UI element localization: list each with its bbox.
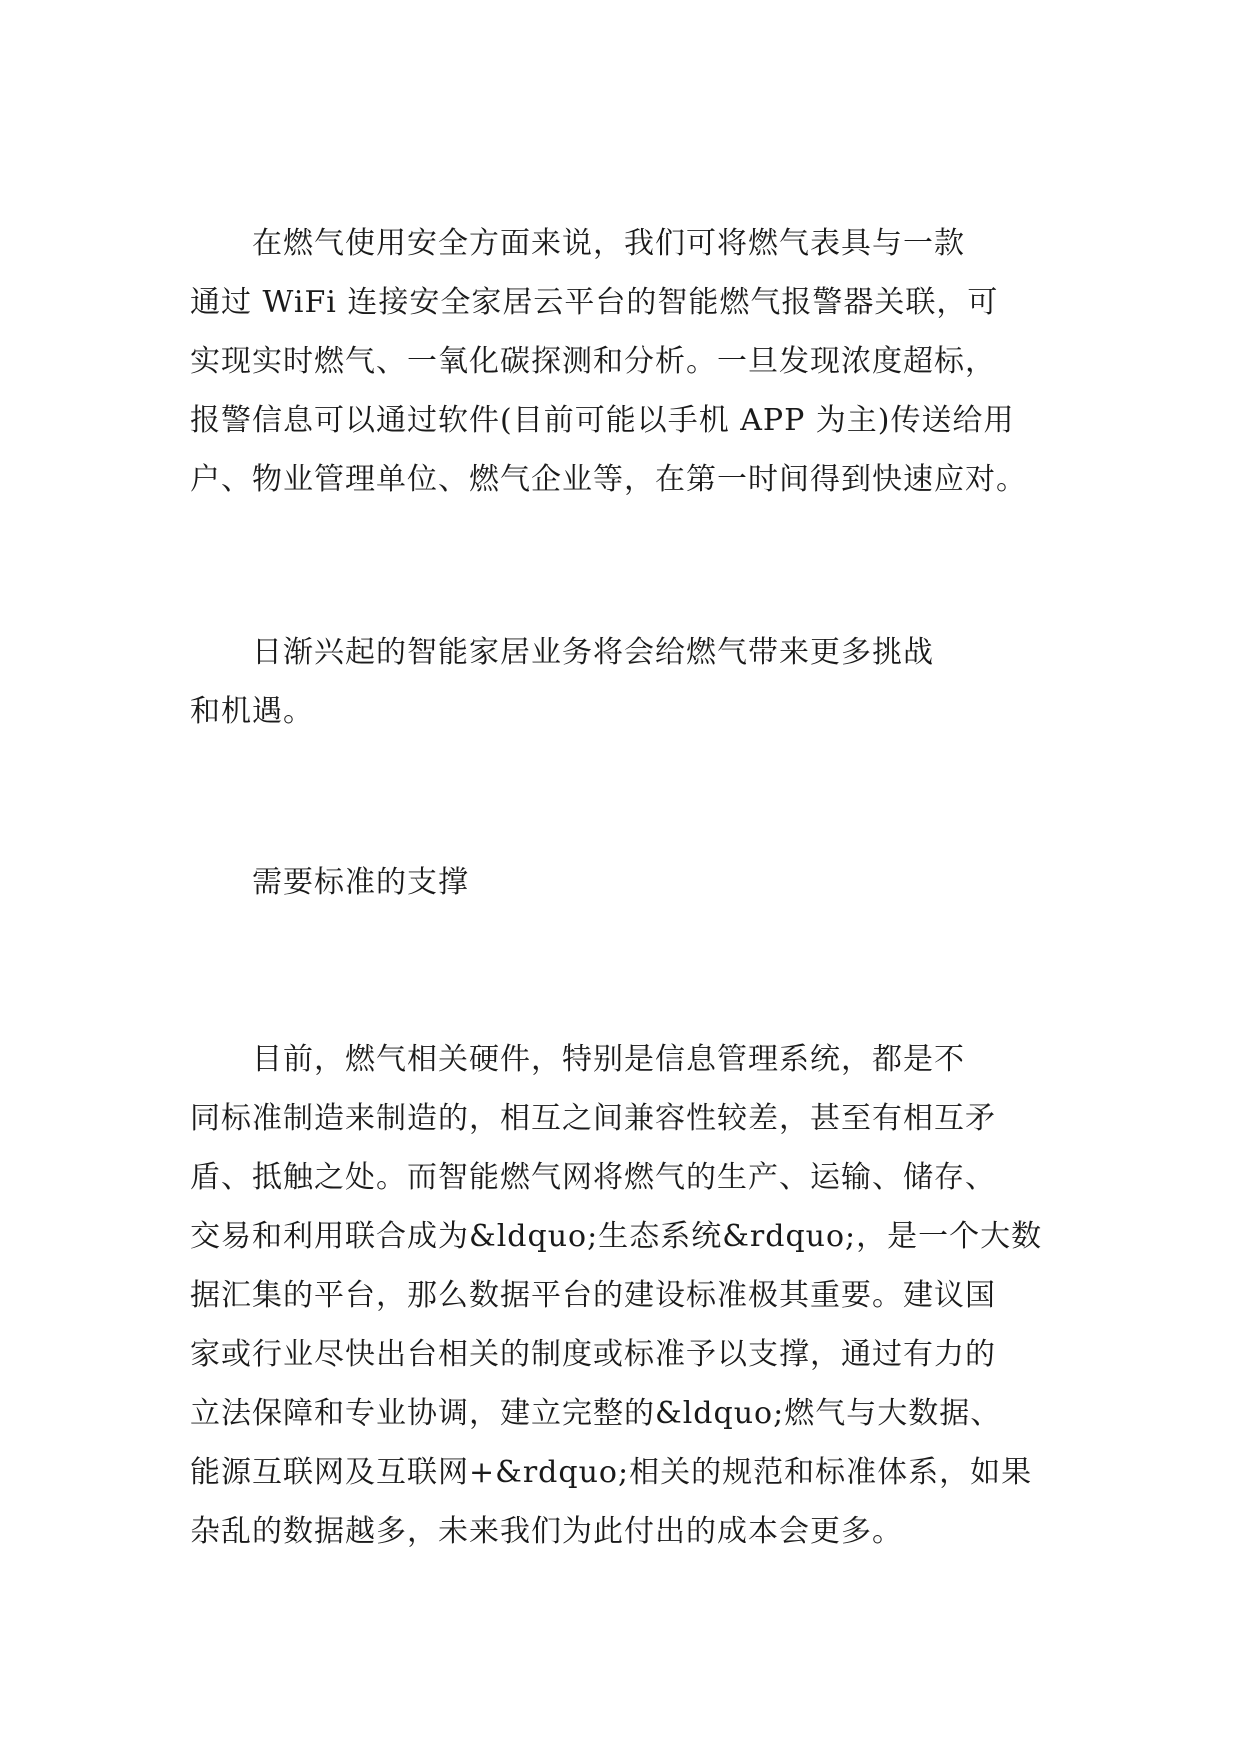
text-line: 报警信息可以通过软件(目前可能以手机 APP 为主)传送给用: [190, 403, 1015, 438]
text-line: 户、物业管理单位、燃气企业等，在第一时间得到快速应对。: [190, 462, 1027, 497]
text-line: 能源互联网及互联网+&rdquo;相关的规范和标准体系，如果: [190, 1455, 1033, 1490]
text-line: 据汇集的平台，那么数据平台的建设标准极其重要。建议国: [190, 1278, 996, 1313]
text-line: 在燃气使用安全方面来说，我们可将燃气表具与一款: [190, 226, 965, 261]
text-line: 日渐兴起的智能家居业务将会给燃气带来更多挑战: [190, 635, 934, 670]
text-line: 同标准制造来制造的，相互之间兼容性较差，甚至有相互矛: [190, 1101, 996, 1136]
section-heading: [190, 853, 1070, 912]
text-line: 立法保障和专业协调，建立完整的&ldquo;燃气与大数据、: [190, 1396, 1002, 1431]
heading-text: 需要标准的支撑: [190, 865, 469, 900]
text-line: 家或行业尽快出台相关的制度或标准予以支撑，通过有力的: [190, 1337, 996, 1372]
paragraph-standards: [190, 1030, 1070, 1561]
text-line: 目前，燃气相关硬件，特别是信息管理系统，都是不: [190, 1042, 965, 1077]
text-line: 交易和利用联合成为&ldquo;生态系统&rdquo;，是一个大数: [190, 1219, 1043, 1254]
text-line: 实现实时燃气、一氧化碳探测和分析。一旦发现浓度超标，: [190, 344, 996, 379]
paragraph-smart-home: [190, 623, 1070, 741]
paragraph-gas-safety: [190, 214, 1070, 509]
text-line: 和机遇。: [190, 694, 314, 729]
text-line: 通过 WiFi 连接安全家居云平台的智能燃气报警器关联，可: [190, 285, 999, 320]
text-line: 杂乱的数据越多，未来我们为此付出的成本会更多。: [190, 1514, 903, 1549]
text-line: 盾、抵触之处。而智能燃气网将燃气的生产、运输、储存、: [190, 1160, 996, 1195]
